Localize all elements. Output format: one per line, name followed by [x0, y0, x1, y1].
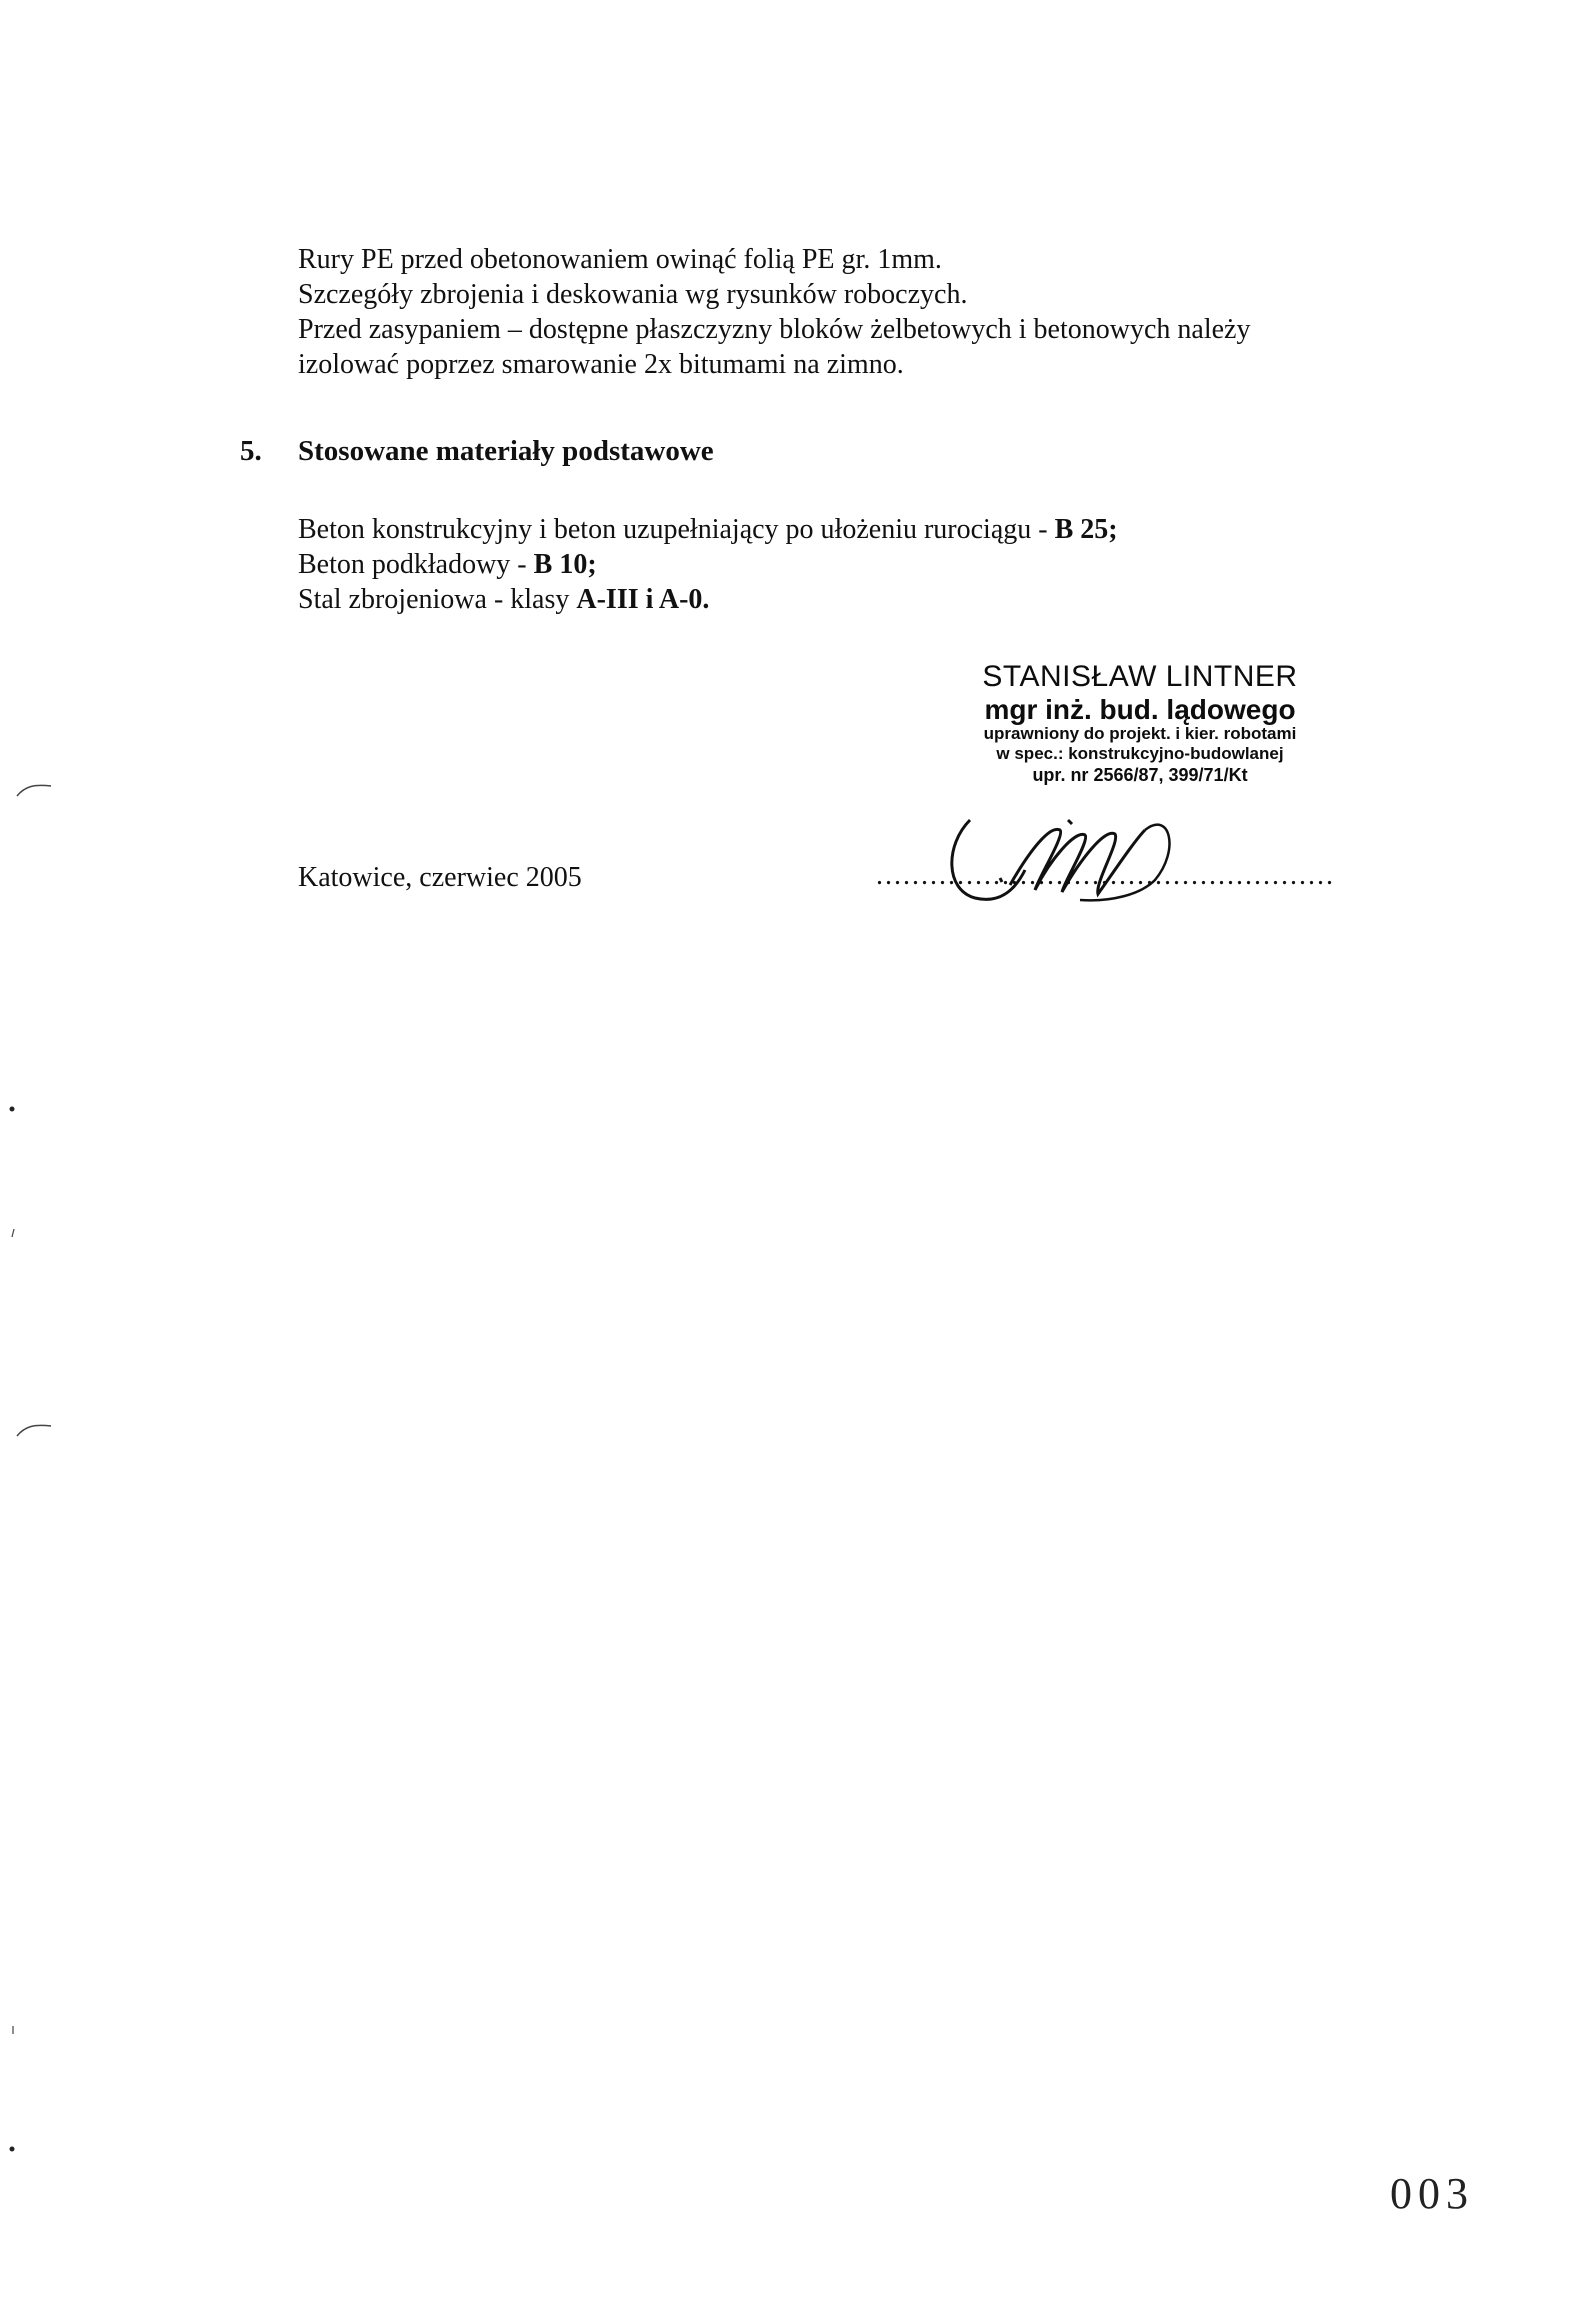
stamp-license: upr. nr 2566/87, 399/71/Kt	[1032, 765, 1248, 785]
scan-mark	[15, 1420, 55, 1440]
material-description: Beton konstrukcyjny i beton uzupełniający po ułożeniu rurociągu -	[298, 514, 1055, 545]
handwritten-signature	[940, 790, 1200, 910]
material-value: A-III i A-0.	[576, 584, 710, 615]
material-value: B 10;	[533, 549, 597, 580]
material-description: Stal zbrojeniowa - klasy	[298, 584, 577, 615]
intro-paragraph	[298, 242, 1478, 382]
stamp-degree: mgr inż. bud. lądowego	[984, 694, 1296, 725]
scan-dot	[10, 2025, 16, 2035]
material-line	[298, 512, 1118, 547]
scan-dot	[8, 1105, 16, 1113]
material-line	[298, 582, 1118, 617]
section-title: Stosowane materiały podstawowe	[298, 435, 714, 467]
section-heading	[240, 435, 714, 468]
intro-line: Szczegóły zbrojenia i deskowania wg rysunków roboczych.	[298, 279, 968, 310]
engineer-stamp	[900, 660, 1380, 786]
scan-dot	[10, 1228, 16, 1238]
stamp-authorization: uprawniony do projekt. i kier. robotami	[983, 724, 1297, 743]
material-line	[298, 547, 1118, 582]
stamp-specialty: w spec.: konstrukcyjno-budowlanej	[996, 744, 1284, 763]
materials-list	[298, 512, 1118, 617]
page-number: 003	[1390, 2169, 1474, 2218]
section-number: 5.	[240, 435, 262, 467]
intro-line: Rury PE przed obetonowaniem owinąć folią PE gr. 1mm.	[298, 244, 942, 275]
place-and-date: Katowice, czerwiec 2005	[298, 862, 582, 893]
material-value: B 25;	[1054, 514, 1118, 545]
scan-mark	[15, 780, 55, 800]
signature-line: ...................................................	[876, 860, 1335, 891]
material-description: Beton podkładowy -	[298, 549, 534, 580]
intro-line: Przed zasypaniem – dostępne płaszczyzny bloków żelbetowych i betonowych należy	[298, 314, 1251, 345]
intro-line: izolować poprzez smarowanie 2x bitumami na zimno.	[298, 349, 904, 380]
scan-dot	[8, 2145, 16, 2153]
stamp-name: STANISŁAW LINTNER	[982, 660, 1298, 693]
